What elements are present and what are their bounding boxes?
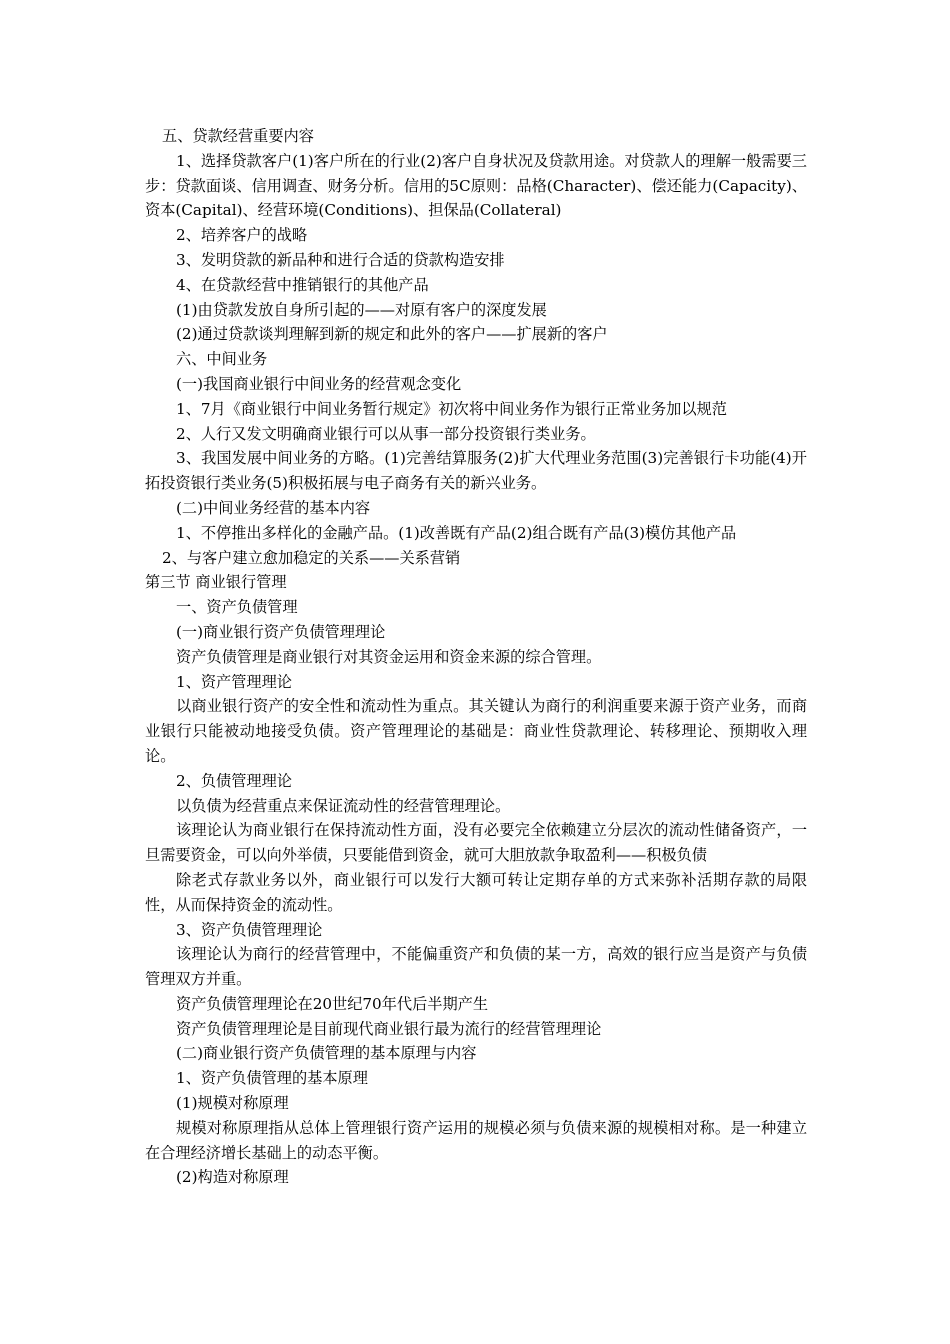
paragraph: (2)构造对称原理 — [176, 1168, 289, 1187]
paragraph: 3、发明贷款的新品种和进行合适的贷款构造安排 — [176, 250, 505, 269]
paragraph: 资产负债管理是商业银行对其资金运用和资金来源的综合管理。 — [176, 647, 602, 666]
paragraph: 2、人行又发文明确商业银行可以从事一部分投资银行类业务。 — [176, 424, 596, 443]
paragraph: 1、不停推出多样化的金融产品。(1)改善既有产品(2)组合既有产品(3)模仿其他产品 — [176, 523, 737, 542]
paragraph: 2、培养客户的战略 — [176, 226, 308, 245]
paragraph: 4、在贷款经营中推销银行的其他产品 — [176, 275, 429, 294]
paragraph: 规模对称原理指从总体上管理银行资产运用的规模必须与负债来源的规模相对称。是一种建立在合理经济增长基础上的动态平衡。 — [145, 1118, 807, 1162]
paragraph: 2、负债管理理论 — [176, 771, 292, 790]
paragraph: 1、资产管理理论 — [176, 672, 292, 691]
paragraph: (2)通过贷款谈判理解到新的规定和此外的客户——扩展新的客户 — [176, 325, 608, 344]
paragraph: 六、中间业务 — [176, 350, 268, 369]
paragraph: 一、资产负债管理 — [176, 598, 298, 617]
paragraph: (二)商业银行资产负债管理的基本原理与内容 — [176, 1044, 477, 1063]
paragraph: 1、资产负债管理的基本原理 — [176, 1069, 368, 1088]
paragraph: 五、贷款经营重要内容 — [162, 127, 314, 145]
paragraph: 以负债为经营重点来保证流动性的经营管理理论。 — [176, 796, 511, 815]
paragraph: 资产负债管理理论是目前现代商业银行最为流行的经营管理理论 — [176, 1019, 602, 1038]
paragraph: 该理论认为商业银行在保持流动性方面，没有必要完全依赖建立分层次的流动性储备资产，一旦需要资金，可以向外举债，只要能借到资金，就可大胆放款争取盈利——积极负债 — [145, 821, 807, 865]
paragraph: (1)由贷款发放自身所引起的——对原有客户的深度发展 — [176, 300, 547, 319]
paragraph: 除老式存款业务以外，商业银行可以发行大额可转让定期存单的方式来弥补活期存款的局限性，从而保持资金的流动性。 — [145, 870, 807, 914]
paragraph: 资产负债管理理论在20世纪70年代后半期产生 — [176, 994, 489, 1013]
paragraph: 2、与客户建立愈加稳定的关系——关系营销 — [162, 548, 461, 567]
document-body — [145, 124, 807, 1190]
paragraph: 以商业银行资产的安全性和流动性为重点。其关键认为商行的利润重要来源于资产业务，而商业银行只能被动地接受负债。资产管理理论的基础是：商业性贷款理论、转移理论、预期收入理论。 — [145, 697, 807, 765]
section-heading: 第三节 商业银行管理 — [145, 573, 287, 592]
paragraph: (二)中间业务经营的基本内容 — [176, 498, 371, 517]
paragraph: 1、7月《商业银行中间业务暂行规定》初次将中间业务作为银行正常业务加以规范 — [176, 399, 727, 418]
paragraph: 3、我国发展中间业务的方略。(1)完善结算服务(2)扩大代理业务范围(3)完善银行卡功能(4)开拓投资银行类业务(5)积极拓展与电子商务有关的新兴业务。 — [145, 449, 807, 493]
paragraph: 该理论认为商行的经营管理中，不能偏重资产和负债的某一方，高效的银行应当是资产与负债管理双方并重。 — [145, 945, 807, 989]
paragraph: (一)商业银行资产负债管理理论 — [176, 622, 386, 641]
paragraph: 1、选择贷款客户(1)客户所在的行业(2)客户自身状况及贷款用途。对贷款人的理解一般需要三步：贷款面谈、信用调查、财务分析。信用的5C原则：品格(Character)、偿还能力(Capacity)、资本(Capital)、经营环境(Conditions)、担保品(Collateral) — [145, 151, 807, 220]
paragraph: (一)我国商业银行中间业务的经营观念变化 — [176, 374, 462, 393]
paragraph: 3、资产负债管理理论 — [176, 920, 323, 939]
paragraph: (1)规模对称原理 — [176, 1094, 289, 1113]
